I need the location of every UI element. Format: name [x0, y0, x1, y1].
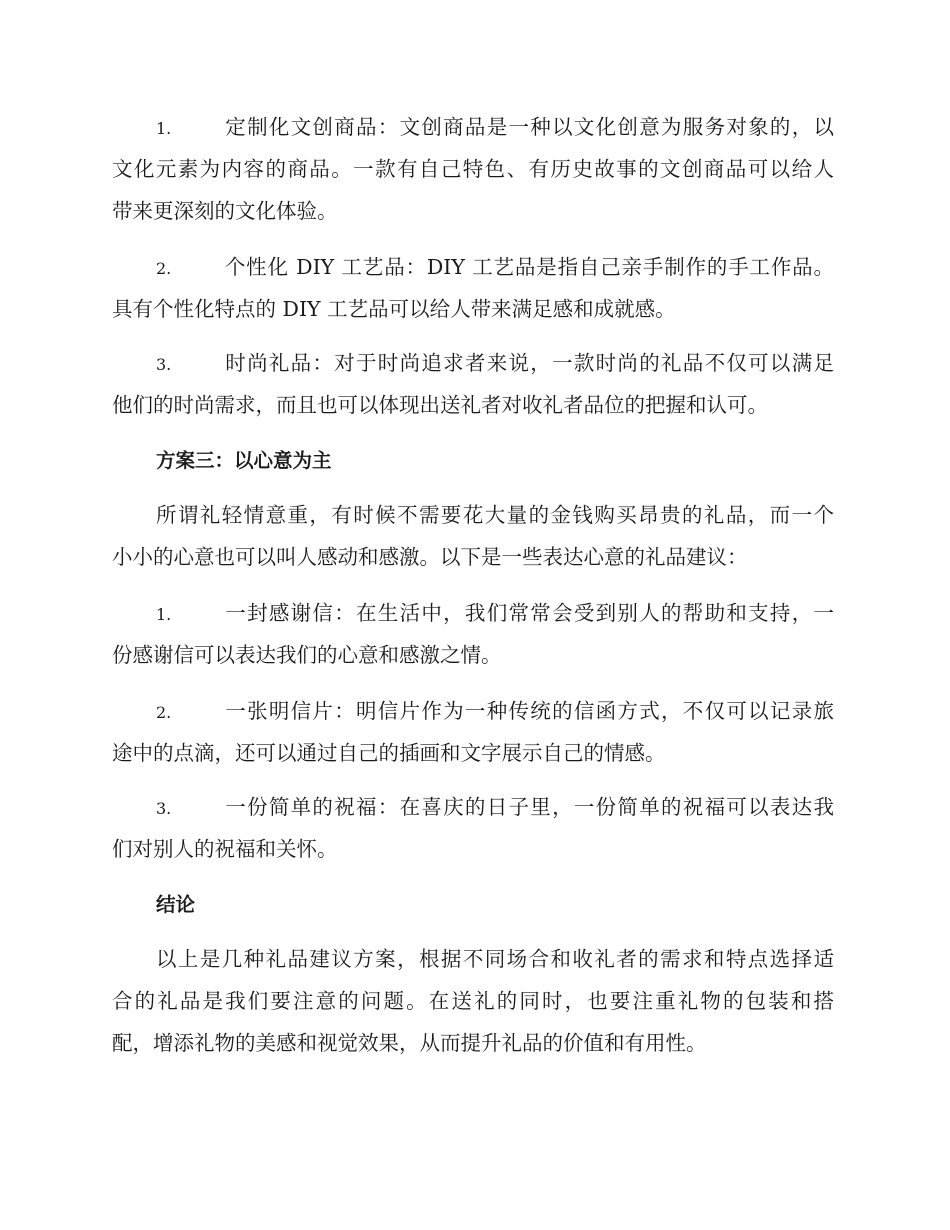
section-heading: 结论: [156, 893, 196, 916]
paragraph-line: 文化元素为内容的商品。一款有自己特色、有历史故事的文创商品可以给人: [112, 157, 834, 181]
list-item: [112, 592, 834, 676]
paragraph-line: 份感谢信可以表达我们的心意和感激之情。: [112, 643, 502, 667]
paragraph-line: 合的礼品是我们要注意的问题。在送礼的同时，也要注重礼物的包装和搭: [112, 989, 834, 1013]
paragraph-line: 们对别人的祝福和关怀。: [112, 837, 338, 861]
paragraph-line: 他们的时尚需求，而且也可以体现出送礼者对收礼者品位的把握和认可。: [112, 393, 768, 417]
list-item: [112, 786, 834, 870]
list-item: [112, 106, 834, 232]
list-number: 2.: [156, 259, 172, 278]
list-number: 1.: [156, 605, 172, 624]
list-item: [112, 690, 834, 774]
list-number: 3.: [156, 355, 172, 374]
list-number: 2.: [156, 703, 172, 722]
list-number: 3.: [156, 799, 172, 818]
list-item-first-line: 3. 一份简单的祝福：在喜庆的日子里，一份简单的祝福可以表达我: [112, 786, 834, 828]
list-number: 1.: [156, 119, 172, 138]
paragraph-line: 具有个性化特点的 DIY 工艺品可以给人带来满足感和成就感。: [112, 297, 676, 321]
paragraph-line: 配，增添礼物的美感和视觉效果，从而提升礼品的价值和有用性。: [112, 1031, 707, 1055]
paragraph-line: 带来更深刻的文化体验。: [112, 199, 338, 223]
list-item-first-line: 1. 一封感谢信：在生活中，我们常常会受到别人的帮助和支持，一: [112, 592, 834, 634]
paragraph: [112, 938, 834, 1064]
paragraph-line: 以上是几种礼品建议方案，根据不同场合和收礼者的需求和特点选择适: [156, 947, 834, 971]
paragraph-line: 小小的心意也可以叫人感动和感激。以下是一些表达心意的礼品建议：: [112, 545, 748, 569]
list-item-first-line: 3. 时尚礼品：对于时尚追求者来说，一款时尚的礼品不仅可以满足: [112, 342, 834, 384]
list-item-first-line: 1. 定制化文创商品：文创商品是一种以文化创意为服务对象的，以: [112, 106, 834, 148]
list-item-first-line: 2. 一张明信片：明信片作为一种传统的信函方式，不仅可以记录旅: [112, 690, 834, 732]
section-heading: 方案三：以心意为主: [156, 449, 332, 472]
paragraph-line: 途中的点滴，还可以通过自己的插画和文字展示自己的情感。: [112, 741, 666, 765]
paragraph-line: 所谓礼轻情意重，有时候不需要花大量的金钱购买昂贵的礼品，而一个: [156, 503, 834, 527]
list-item: [112, 342, 834, 426]
paragraph: [112, 494, 834, 578]
list-item: [112, 246, 834, 330]
list-item-first-line: 2. 个性化 DIY 工艺品：DIY 工艺品是指自己亲手制作的手工作品。: [112, 246, 834, 288]
